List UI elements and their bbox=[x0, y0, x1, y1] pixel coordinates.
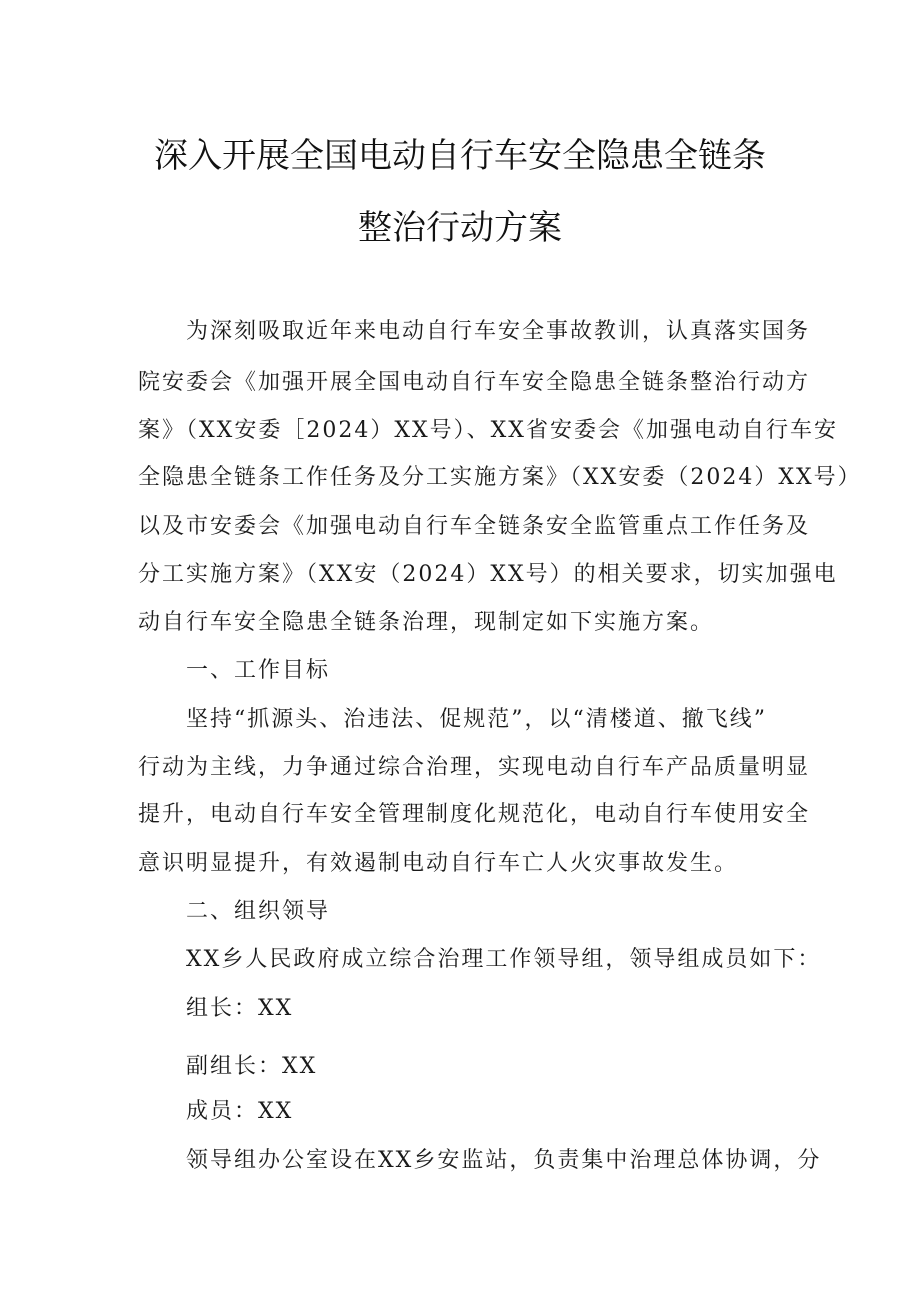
section-heading: 一、工作目标 bbox=[186, 658, 331, 683]
body-line: 成员：XX bbox=[186, 1099, 294, 1124]
body-line: 意识明显提升，有效遏制电动自行车亡人火灾事故发生。 bbox=[138, 851, 739, 876]
body-line: XX乡人民政府成立综合治理工作领导组，领导组成员如下： bbox=[186, 947, 822, 972]
body-line: 领导组办公室设在XX乡安监站，负责集中治理总体协调，分 bbox=[186, 1148, 822, 1173]
body-line: 组长：XX bbox=[186, 996, 294, 1021]
body-line: 行动为主线，力争通过综合治理，实现电动自行车产品质量明显 bbox=[138, 755, 811, 780]
body-line: 副组长：XX bbox=[186, 1054, 318, 1079]
document-title-line-1: 深入开展全国电动自行车安全隐患全链条 bbox=[154, 136, 766, 176]
body-line: 院安委会《加强开展全国电动自行车安全隐患全链条整治行动方 bbox=[138, 370, 811, 395]
body-line: 以及市安委会《加强电动自行车全链条安全监管重点工作任务及 bbox=[138, 514, 811, 539]
body-line: 案》（XX安委［2024）XX号）、XX省安委会《加强电动自行车安 bbox=[138, 418, 838, 443]
body-line: 坚持“抓源头、治违法、促规范”，以“清楼道、撤飞线” bbox=[186, 707, 767, 732]
body-line: 为深刻吸取近年来电动自行车安全事故教训，认真落实国务 bbox=[186, 319, 811, 344]
body-line: 动自行车安全隐患全链条治理，现制定如下实施方案。 bbox=[138, 610, 715, 635]
body-line: 提升，电动自行车安全管理制度化规范化，电动自行车使用安全 bbox=[138, 802, 811, 827]
body-line: 分工实施方案》（XX安（2024）XX号）的相关要求，切实加强电 bbox=[138, 562, 838, 587]
document-title-line-2: 整治行动方案 bbox=[358, 208, 562, 248]
section-heading: 二、组织领导 bbox=[186, 899, 331, 924]
body-line: 全隐患全链条工作任务及分工实施方案》（XX安委（2024）XX号） bbox=[138, 465, 862, 490]
